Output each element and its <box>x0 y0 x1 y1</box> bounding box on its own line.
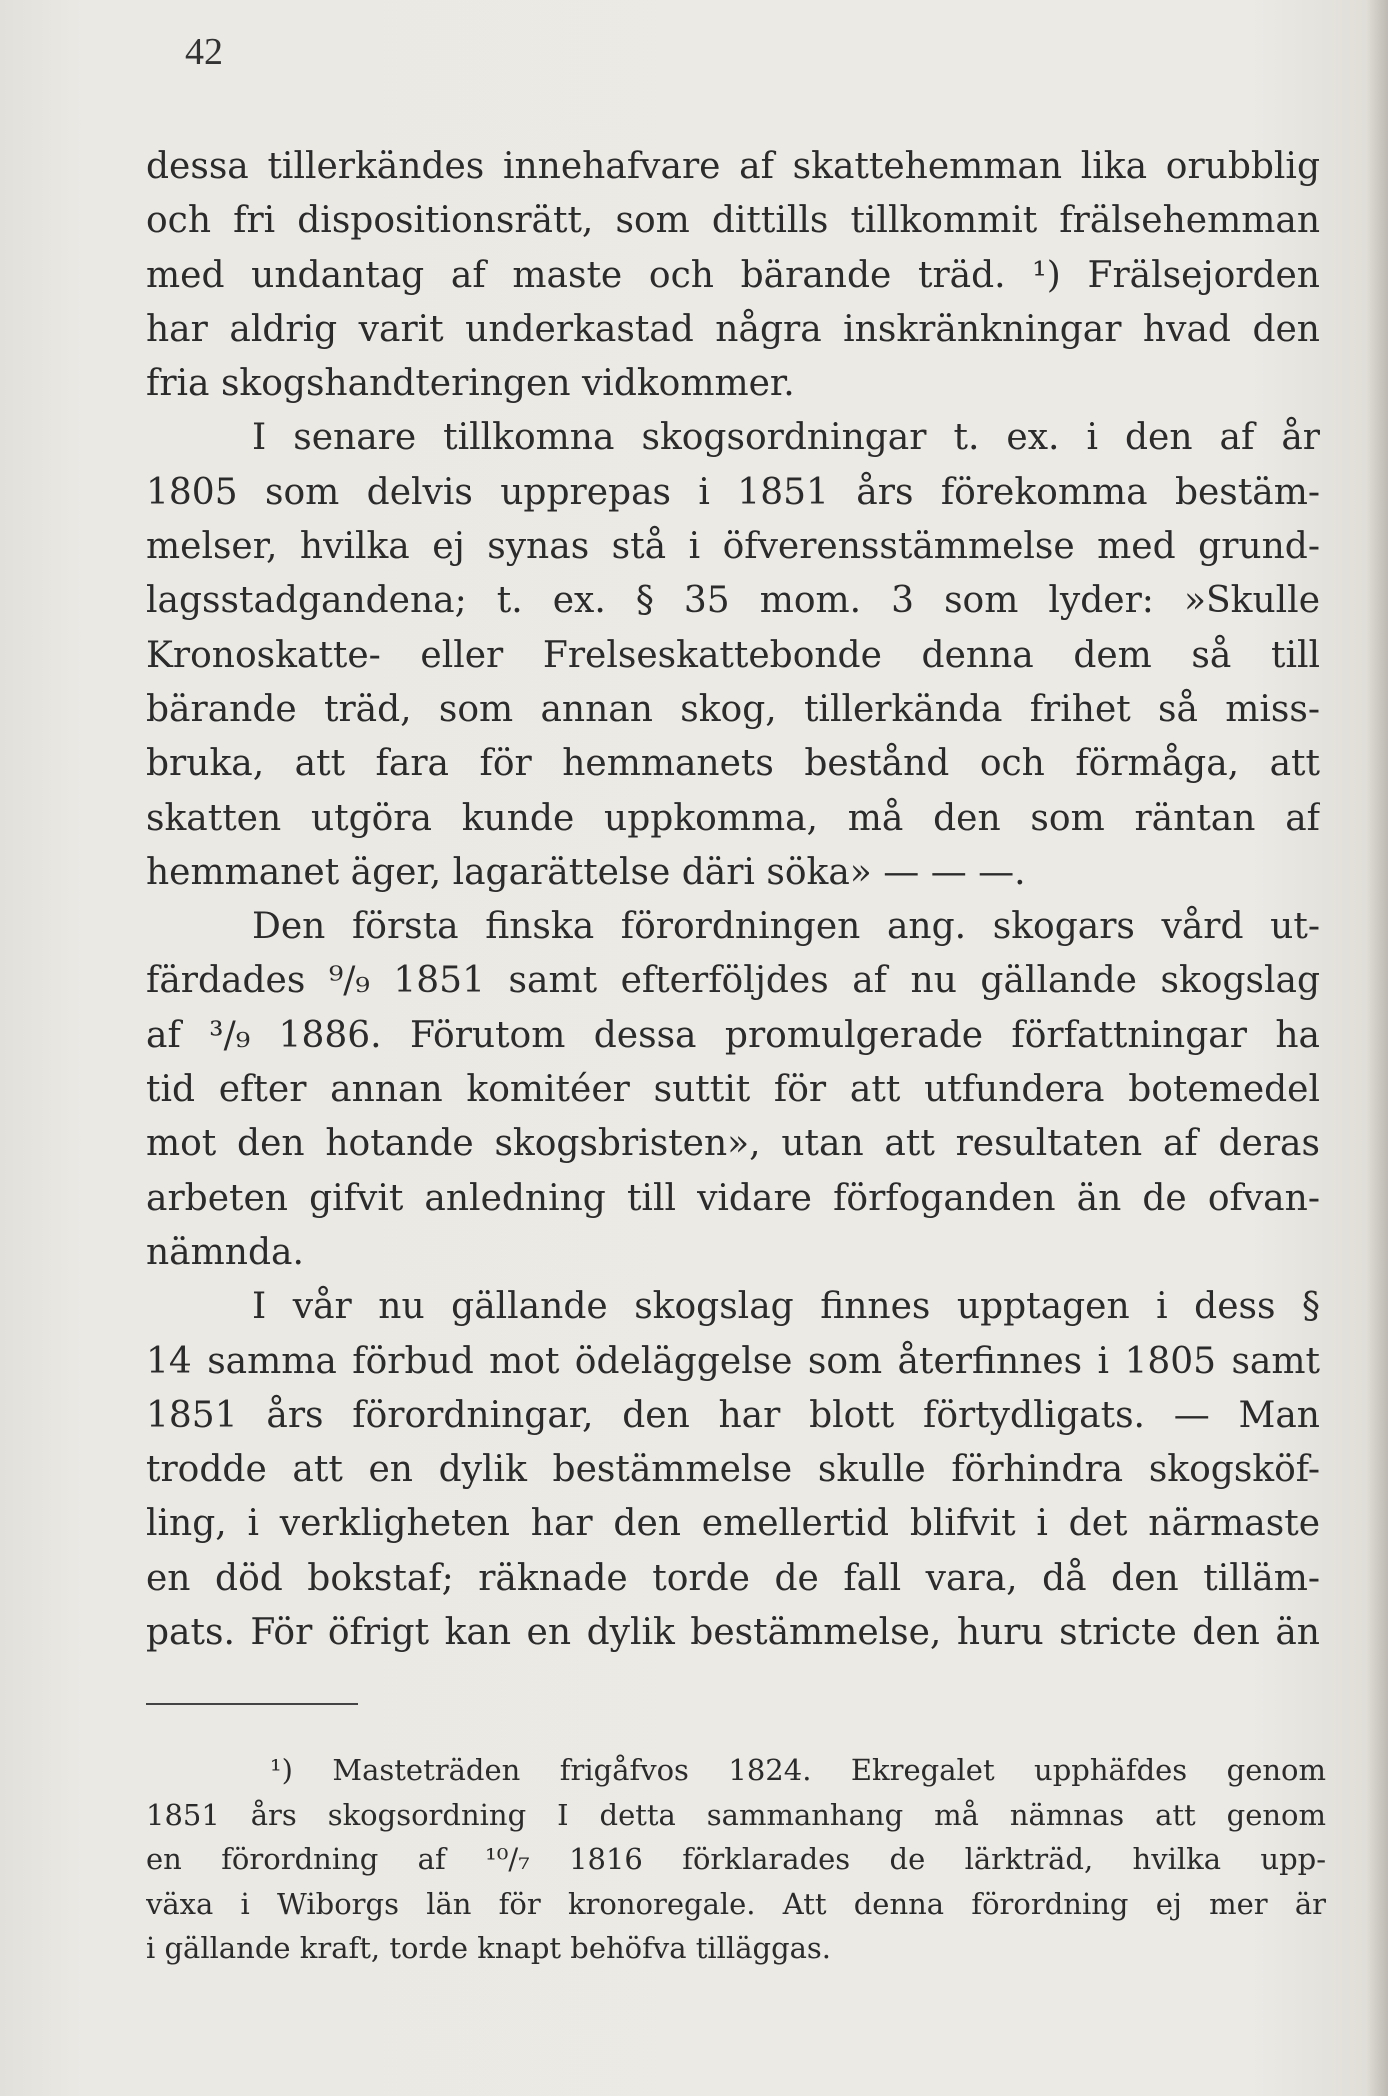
text-line: bärande träd, som annan skog, tillerkända frihet så miss- <box>146 688 1320 730</box>
text-line: tid efter annan komitéer suttit för att utfundera botemedel <box>146 1069 1320 1111</box>
text-line: melser, hvilka ej synas stå i öfverensstämmelse med grund- <box>146 526 1320 568</box>
footnote-line: i gällande kraft, torde knapt behöfva tilläggas. <box>146 1931 832 1966</box>
text-line: arbeten gifvit anledning till vidare förfoganden än de ofvan- <box>146 1177 1320 1219</box>
footnote-line: växa i Wiborgs län för kronoregale. Att denna förordning ej mer är <box>146 1886 1326 1921</box>
text-line: med undantag af maste och bärande träd. ¹) Frälsejorden <box>146 254 1320 296</box>
text-line: nämnda. <box>146 1231 304 1273</box>
text-line: en död bokstaf; räknade torde de fall vara, då den tilläm- <box>146 1557 1320 1599</box>
text-line: Den första finska förordningen ang. skogars vård ut- <box>252 906 1320 948</box>
text-line: och fri dispositionsrätt, som dittills tillkommit frälsehemman <box>146 200 1320 242</box>
text-line: af ³/₉ 1886. Förutom dessa promulgerade författningar ha <box>146 1014 1320 1056</box>
text-line: pats. För öfrigt kan en dylik bestämmelse, huru stricte den än <box>146 1612 1320 1654</box>
body-text <box>146 140 1320 1660</box>
text-line: lagsstadgandena; t. ex. § 35 mom. 3 som lyder: »Skulle <box>146 580 1320 622</box>
text-line: bruka, att fara för hemmanets bestånd och förmåga, att <box>146 743 1320 785</box>
text-line: I senare tillkomna skogsordningar t. ex. i den af år <box>252 417 1320 459</box>
footnote-line: ¹) Masteträden frigåfvos 1824. Ekregalet upphäfdes genom <box>270 1753 1326 1787</box>
text-line: har aldrig varit underkastad några inskränkningar hvad den <box>146 308 1320 350</box>
text-line: 1805 som delvis upprepas i 1851 års förekomma bestäm- <box>146 471 1320 513</box>
footnote-divider <box>146 1703 358 1705</box>
footnotes <box>146 1748 1326 1971</box>
text-line: ling, i verkligheten har den emellertid blifvit i det närmaste <box>146 1503 1320 1545</box>
text-line: hemmanet äger, lagarättelse däri söka» — — —. <box>146 851 1026 893</box>
footnote-line: en förordning af ¹⁰/₇ 1816 förklarades de lärkträd, hvilka upp- <box>146 1842 1326 1877</box>
text-line: trodde att en dylik bestämmelse skulle förhindra skogsköf- <box>146 1449 1320 1491</box>
text-line: dessa tillerkändes innehafvare af skattehemman lika orubblig <box>146 146 1320 187</box>
text-line: 14 samma förbud mot ödeläggelse som återfinnes i 1805 samt <box>146 1340 1320 1382</box>
text-line: Kronoskatte- eller Frelseskattebonde denna dem så till <box>146 634 1320 676</box>
page-number: 42 <box>185 31 223 73</box>
text-line: I vår nu gällande skogslag finnes upptagen i dess § <box>252 1286 1320 1328</box>
text-line: 1851 års förordningar, den har blott förtydligats. — Man <box>146 1394 1320 1436</box>
text-line: mot den hotande skogsbristen», utan att resultaten af deras <box>146 1123 1320 1165</box>
text-line: fria skogshandteringen vidkommer. <box>146 363 795 405</box>
footnote-line: 1851 års skogsordning I detta sammanhang må nämnas att genom <box>146 1797 1326 1832</box>
text-line: skatten utgöra kunde uppkomma, må den som räntan af <box>146 797 1320 839</box>
text-line: färdades ⁹/₉ 1851 samt efterföljdes af nu gällande skogslag <box>146 960 1320 1002</box>
page-edge-shadow <box>1366 0 1388 2096</box>
